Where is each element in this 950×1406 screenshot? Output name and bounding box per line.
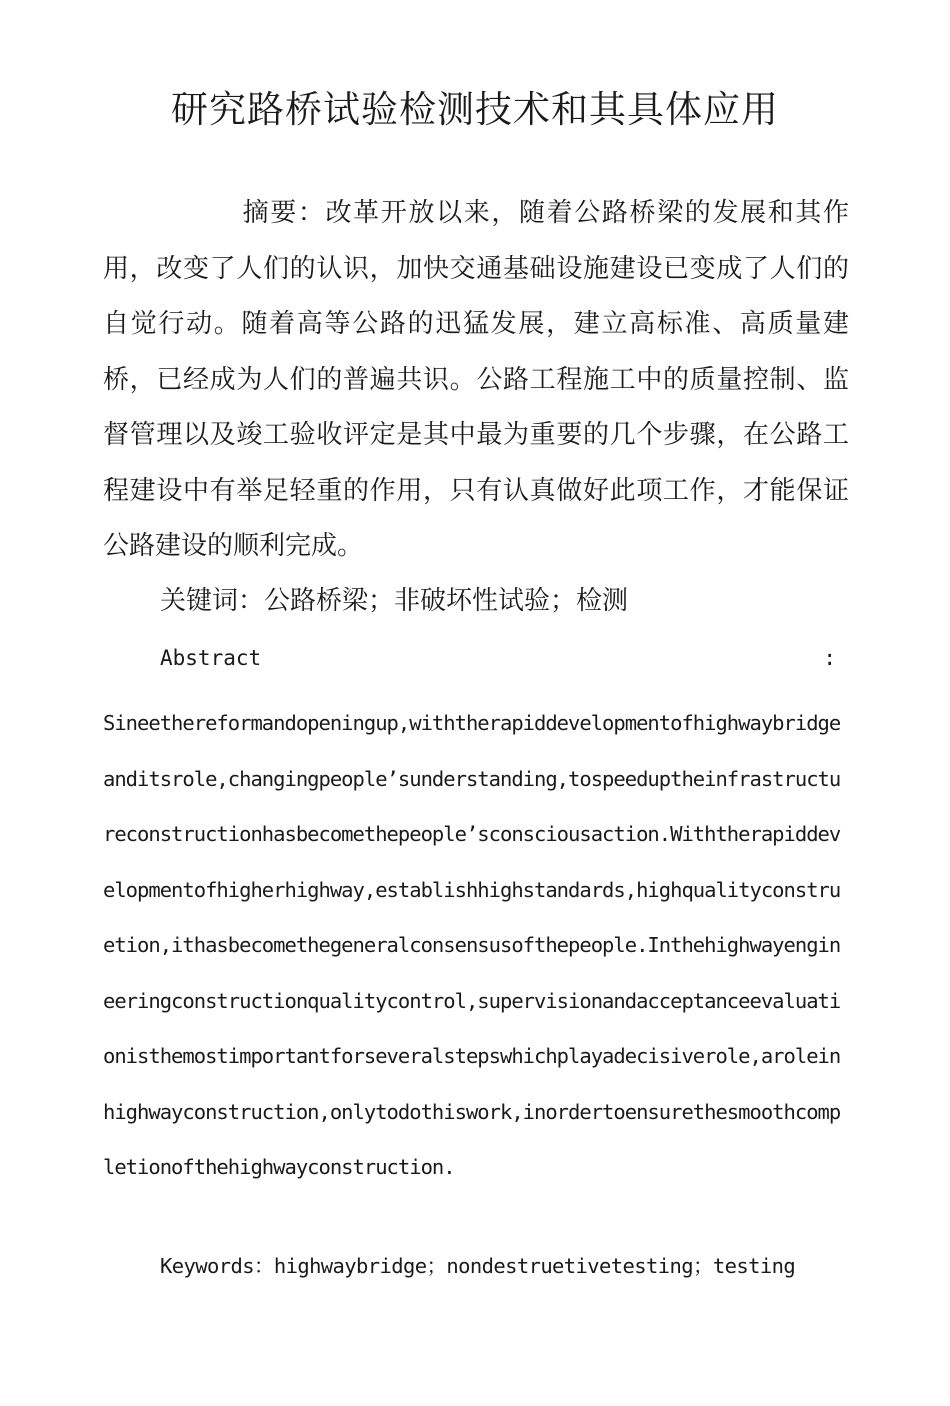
english-keywords: Keywords：highwaybridge；nondestruetivetesting；testing: [160, 1254, 796, 1278]
document-title: 研究路桥试验检测技术和其具体应用: [171, 88, 779, 131]
chinese-abstract: [103, 186, 849, 575]
english-abstract-label: Abstract: [160, 646, 262, 670]
english-abstract-heading: [160, 640, 850, 676]
chinese-keywords: 关键词：公路桥梁；非破坏性试验；检测: [160, 586, 629, 616]
chinese-abstract-text: 摘要：改革开放以来，随着公路桥梁的发展和其作用，改变了人们的认识，加快交通基础设施建设已变成了人们的自觉行动。随着高等公路的迅猛发展，建立高标准、高质量建桥，已经成为人们的普遍共识。公路工程施工中的质量控制、监督管理以及竣工验收评定是其中最为重要的几个步骤，在公路工程建设中有举足轻重的作用，只有认真做好此项工作，才能保证公路建设的顺利完成。: [103, 198, 849, 561]
english-abstract-colon: :: [823, 646, 836, 670]
english-abstract: Sineethereformandopeningup,withtherapiddevelopmentofhighwaybridgeanditsrole,changingpeople’sunderstanding,tospeeduptheinfrastructureconstructionhasbecomethepeople’sconsciousaction.Withtherapiddevelopmentofhigherhighway,establishhighstandards,highqualityconstruetion,ithasbecomethegeneralconsensusofthepeople.Inthehighwayengineeringconstructionqualitycontrol,supervisionandacceptanceevaluationisthemostimportantforseveralstepswhichplayadecisiverole,aroleinhighwayconstruction,onlytodothiswork,inordertoensurethesmoothcompletionofthehighwayconstruction.: [103, 711, 841, 1179]
